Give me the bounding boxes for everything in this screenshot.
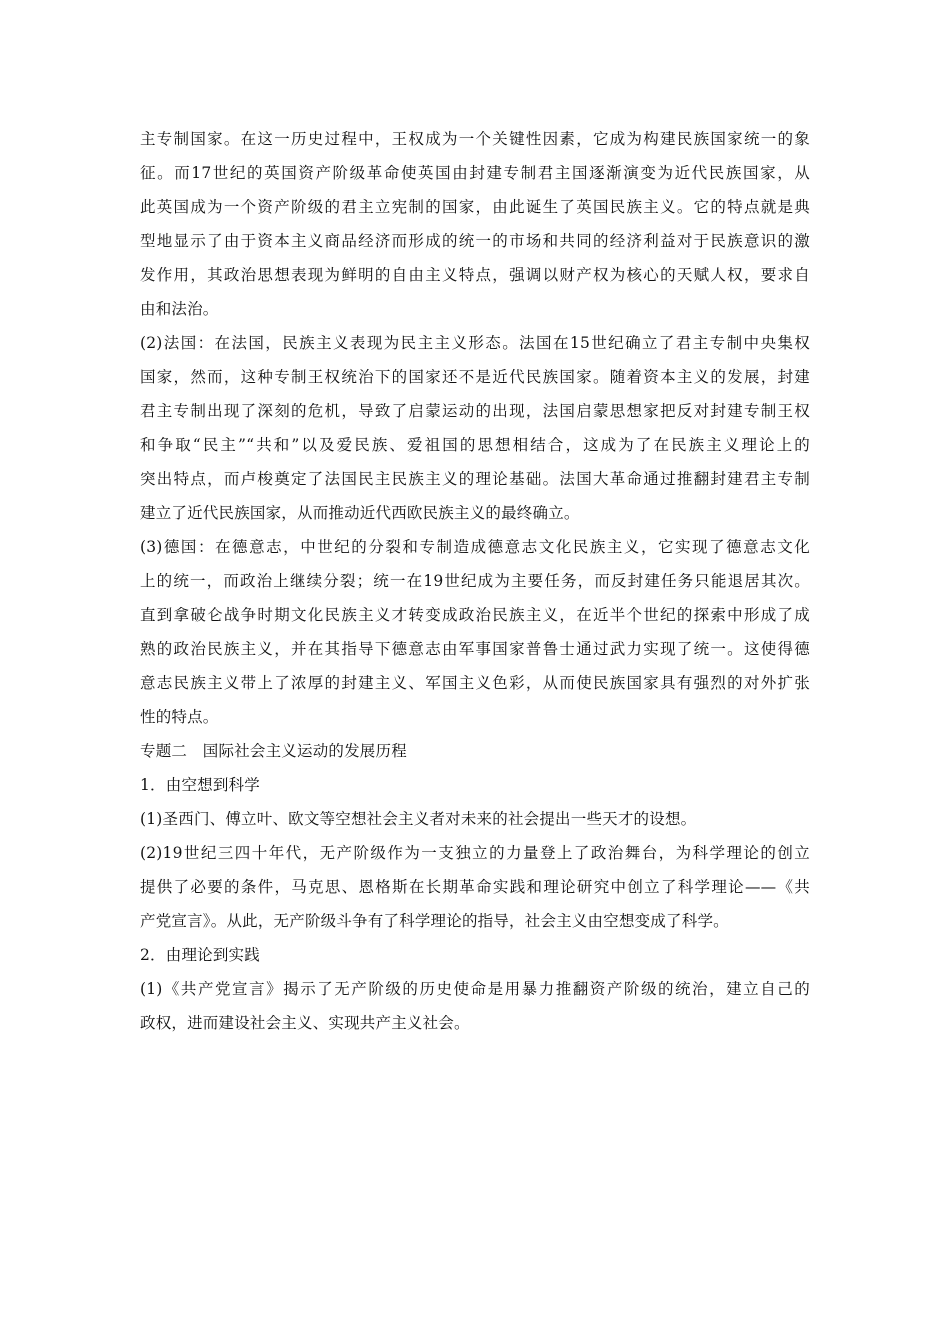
text-line: (2)法国：在法国，民族主义表现为民主主义形态。法国在15世纪确立了君主专制中央集权 (140, 334, 810, 352)
text-line: 主专制国家。在这一历史过程中，王权成为一个关键性因素，它成为构建民族国家统一的象 (140, 130, 810, 148)
text-line: 此英国成为一个资产阶级的君主立宪制的国家，由此诞生了英国民族主义。它的特点就是典 (140, 198, 810, 216)
text-line: 1．由空想到科学 (140, 776, 260, 794)
text-line: 突出特点，而卢梭奠定了法国民主民族主义的理论基础。法国大革命通过推翻封建君主专制 (140, 470, 810, 488)
text-line: 君主专制出现了深刻的危机，导致了启蒙运动的出现，法国启蒙思想家把反对封建专制王权 (140, 402, 810, 420)
text-line: 建立了近代民族国家，从而推动近代西欧民族主义的最终确立。 (140, 504, 580, 522)
text-line: 上的统一，而政治上继续分裂；统一在19世纪成为主要任务，而反封建任务只能退居其次。 (140, 572, 810, 590)
text-line: (1)《共产党宣言》揭示了无产阶级的历史使命是用暴力推翻资产阶级的统治，建立自己的 (140, 980, 810, 998)
text-line: 和争取“民主”“共和”以及爱民族、爱祖国的思想相结合，这成为了在民族主义理论上的 (140, 436, 810, 454)
text-line: (1)圣西门、傅立叶、欧文等空想社会主义者对未来的社会提出一些天才的设想。 (140, 810, 697, 828)
text-line: 性的特点。 (140, 708, 219, 726)
text-line: 政权，进而建设社会主义、实现共产主义社会。 (140, 1014, 470, 1032)
text-line: 意志民族主义带上了浓厚的封建主义、军国主义色彩，从而使民族国家具有强烈的对外扩张 (140, 674, 810, 692)
text-line: (3)德国：在德意志，中世纪的分裂和专制造成德意志文化民族主义，它实现了德意志文化 (140, 538, 810, 556)
text-line: 2．由理论到实践 (140, 946, 260, 964)
text-line: 发作用，其政治思想表现为鲜明的自由主义特点，强调以财产权为核心的天赋人权，要求自 (140, 266, 810, 284)
text-line: 提供了必要的条件，马克思、恩格斯在长期革命实践和理论研究中创立了科学理论——《共 (140, 878, 810, 896)
text-line: 型地显示了由于资本主义商品经济而形成的统一的市场和共同的经济利益对于民族意识的激 (140, 232, 810, 250)
text-line: 征。而17世纪的英国资产阶级革命使英国由封建专制君主国逐渐演变为近代民族国家，从 (140, 164, 810, 182)
text-line: 专题二 国际社会主义运动的发展历程 (140, 742, 407, 760)
document-body (140, 122, 810, 1040)
text-line: 直到拿破仑战争时期文化民族主义才转变成政治民族主义，在近半个世纪的探索中形成了成 (140, 606, 810, 624)
text-line: 由和法治。 (140, 300, 219, 318)
text-line: 国家，然而，这种专制王权统治下的国家还不是近代民族国家。随着资本主义的发展，封建 (140, 368, 810, 386)
text-line: 产党宣言》。从此，无产阶级斗争有了科学理论的指导，社会主义由空想变成了科学。 (140, 912, 729, 930)
text-line: (2)19世纪三四十年代，无产阶级作为一支独立的力量登上了政治舞台，为科学理论的创立 (140, 844, 810, 862)
text-line: 熟的政治民族主义，并在其指导下德意志由军事国家普鲁士通过武力实现了统一。这使得德 (140, 640, 810, 658)
